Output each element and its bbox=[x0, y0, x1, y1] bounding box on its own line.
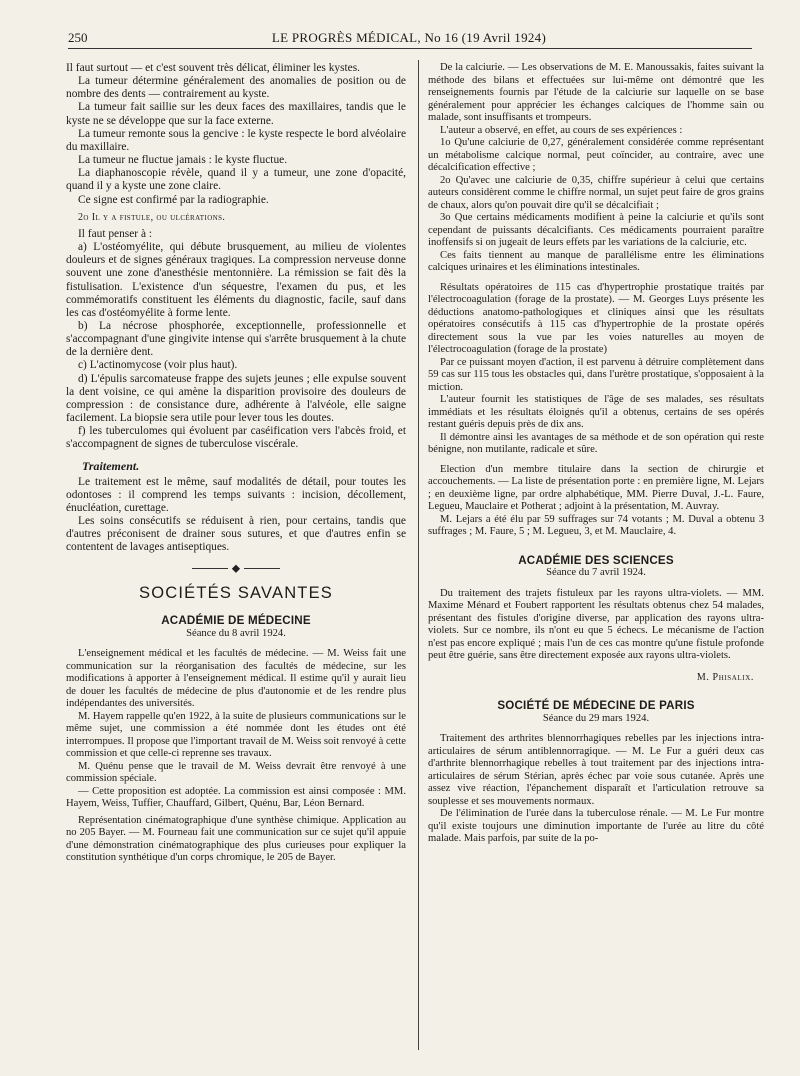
section-title: ACADÉMIE DES SCIENCES bbox=[518, 553, 674, 567]
paragraph: Résultats opératoires de 115 cas d'hypertrophie prostatique traités par l'électrocoagulation (forage de la prostate). — M. Georges Luys présente les déductions anatomo-pathologiques et cliniques ainsi que les résultats opératoires consécutifs à 115 cas d'hypertrophie de la prostate opérés directement sous la vue par les voies naturelles au moyen de l'électrocoagulation (forage de la prostate) bbox=[428, 281, 764, 355]
list-item: b) La nécrose phosphorée, exceptionnelle, professionnelle et s'accompagnant d'une gingivite intense qui s'arrête brusquement à la chute de la dernière dent. bbox=[66, 319, 406, 359]
list-item: c) L'actinomycose (voir plus haut). bbox=[78, 359, 238, 372]
section-date: Séance du 8 avril 1924. bbox=[186, 628, 286, 640]
paragraph: Par ce puissant moyen d'action, il est parvenu à détruire complètement dans 59 cas sur 115 tous les obstacles qui, dans l'urètre prostatique, s'opposaient à la miction. bbox=[428, 356, 764, 393]
paragraph: — Cette proposition est adoptée. La commission est ainsi composée : MM. Hayem, Weiss, Tuffier, Chauffard, Gilbert, Quénu, Bar, Léon Bernard. bbox=[66, 785, 406, 810]
header-rule bbox=[68, 48, 752, 49]
paragraph: La tumeur détermine généralement des anomalies de position ou de nombre des dents — contrairement au kyste. bbox=[66, 75, 406, 101]
paragraph: De la calciurie. — Les observations de M. E. Manoussakis, faites suivant la méthode des bilans et effectuées sur lui-même ont démontré que les renseignements fournis par l'étude de la calciurie sur laquelle on se base généralement pour apprécier les échanges calciques de l'homme sain ou malade, sont insuffisants et trompeurs. bbox=[428, 62, 764, 123]
paragraph: L'auteur a observé, en effet, au cours de ses expériences : bbox=[440, 124, 683, 136]
signature: M. Phisalix. bbox=[696, 671, 754, 683]
societes-heading: SOCIÉTÉS SAVANTES bbox=[139, 583, 333, 602]
paragraph: La tumeur remonte sous la gencive : le kyste respecte le bord alvéolaire du maxillaire. bbox=[66, 127, 406, 153]
paragraph: L'enseignement médical et les facultés de médecine. — M. Weiss fait une communication sur la réorganisation des facultés de médecine, sur les modifications à apporter à l'enseignement médical. Il estime qu'il y aurait lieu de douer les facultés de médecine de plus d'autonomie et de les rendre plus indépendantes des universités. bbox=[66, 648, 406, 710]
paragraph: De l'élimination de l'urée dans la tuberculose rénale. — M. Le Fur montre qu'il existe toujours une diminution importante de l'urée au litre du côté malade. Mais parfois, par suite de la po- bbox=[428, 808, 764, 844]
paragraph: 3o Que certains médicaments modifient à peine la calciurie et qu'ils sont cependant de puissants décalcifiants. Ces médicaments pourraient paraître inoffensifs si on jugeait de leurs effets par les variations de la calciurie, etc. bbox=[428, 212, 764, 248]
paragraph: Traitement des arthrites blennorrhagiques rebelles par les injections intra-articulaires de sérum antiblennorragique. — M. Le Fur a guéri deux cas d'arthrite blennorrhagique rebelles à tout traitement par des injections intra-articulaires de sérum Stérian, après échec par voie sous cutanée. Après une assez vive réaction, l'épanchement disparaît et l'articulation retrouve sa souplesse et ses mouvements normaux. bbox=[428, 733, 764, 807]
paragraph: Représentation cinématographique d'une synthèse chimique. Application au no 205 Bayer. — M. Fourneau fait une communication sur ce sujet qu'il appuie d'une démonstration cinématographique des plus curieuses pour expliquer la constitution synthétique d'un corps chromique, le 205 de Bayer. bbox=[66, 814, 406, 864]
paragraph: L'auteur fournit les statistiques de l'âge de ses malades, ses résultats immédiats et les résultats éloignés qu'il a obtenus, certains de ses opérés restant guéris depuis près de dix ans. bbox=[428, 394, 764, 430]
paragraph: M. Hayem rappelle qu'en 1922, à la suite de plusieurs communications sur le même sujet, une commission a été nommée dont les études ont été interrompues. Il propose que l'important travail de M. Weiss soit renvoyé à cette commission et que celle-ci reprenne ses travaux. bbox=[66, 710, 406, 760]
paragraph: 1o Qu'une calciurie de 0,27, généralement considérée comme représentant un métabolisme calcique normal, peut coïncider, au contraire, avec une décalcification effective ; bbox=[428, 137, 764, 173]
column-divider bbox=[418, 60, 419, 1050]
page-header bbox=[68, 30, 750, 50]
right-column bbox=[428, 62, 764, 846]
paragraph: M. Lejars a été élu par 59 suffrages sur 74 votants ; M. Duval a obtenu 3 suffrages ; M. Faure, 5 ; M. Legueu, 3, et M. Mauclaire, 4. bbox=[428, 513, 764, 537]
ornament-divider: ⬥ bbox=[66, 562, 406, 575]
paragraph: M. Quénu pense que le travail de M. Weiss devrait être renvoyé à une commission spéciale. bbox=[66, 760, 406, 785]
list-item: d) L'épulis sarcomateuse frappe des sujets jeunes ; elle expulse souvent la dent voisine, ce qui amène la disparition provisoire des douleurs de compression : de consistance dure, adhérente à l'alvéole, elle saigne facilement. La biopsie sera utile pour lever tous les doutes. bbox=[66, 372, 406, 425]
paragraph: Le traitement est le même, sauf modalités de détail, pour toutes les odontoses : il comprend les temps suivants : incision, décollement, énucléation, curettage. bbox=[66, 475, 406, 514]
section-date: Séance du 7 avril 1924. bbox=[546, 567, 646, 578]
paragraph: Ces faits tiennent au manque de parallélisme entre les éliminations calciques urinaires et les éliminations intestinales. bbox=[428, 249, 764, 273]
paragraph: Il faut surtout — et c'est souvent très délicat, éliminer les kystes. bbox=[66, 62, 361, 74]
paragraph: Ce signe est confirmé par la radiographie. bbox=[78, 193, 269, 206]
left-column bbox=[66, 62, 406, 865]
paragraph: Les soins consécutifs se réduisent à rien, pour certains, tandis que d'autres préconisent de drainer sous sutures, et que d'autres enfin se contentent de lavages antiseptiques. bbox=[66, 515, 406, 554]
fistule-heading: 2o Il y a fistule, ou ulcérations. bbox=[78, 211, 226, 223]
page-number: 250 bbox=[68, 30, 88, 45]
section-date: Séance du 29 mars 1924. bbox=[542, 712, 650, 724]
paragraph: Il faut penser à : bbox=[78, 227, 153, 240]
paragraph: La diaphanoscopie révèle, quand il y a tumeur, une zone d'opacité, quand il y a kyste une zone claire. bbox=[66, 167, 406, 193]
traitement-heading: Traitement. bbox=[82, 458, 140, 473]
paragraph: La tumeur fait saillie sur les deux faces des maxillaires, tandis que le kyste ne se développe que sur la face externe. bbox=[66, 101, 406, 127]
paragraph: Il démontre ainsi les avantages de sa méthode et de son opération qui reste bénigne, non mutilante, radicale et sûre. bbox=[428, 431, 764, 455]
paragraph: 2o Qu'avec une calciurie de 0,35, chiffre supérieur à celui que certains auteurs considèrent comme le chiffre normal, un sujet peut faire de gros grains de chaux, alors qu'on pouvait dire qu'il se décalcifiait ; bbox=[428, 174, 764, 211]
list-item: a) L'ostéomyélite, qui débute brusquement, au milieu de violentes douleurs et de signes généraux tragiques. La compression nerveuse donne souvent une zone d'anesthésie mentonnière. La rémission se fait dès la fistulisation. L'existence d'un séquestre, l'examen du pus, et les commémoratifs constituent les éléments du diagnostic, facile, sauf dans les cas d'ostéomyélite à forme lente. bbox=[66, 241, 406, 319]
section-title: ACADÉMIE DE MÉDECINE bbox=[161, 613, 311, 627]
paragraph: Du traitement des trajets fistuleux par les rayons ultra-violets. — MM. Maxime Ménard et Foubert rapportent les résultats obtenus chez 54 malades, présentant des fistules d'origine diverse, par application des rayons ultra-violets. Sur ce nombre, ils n'ont eu que 5 échecs. Le mécanisme de l'action n'est pas encore expliqué ; mais l'un de ces cas montre qu'une fistule profonde peut être guérie, sans être directement exposée aux rayons ultra-violets. bbox=[428, 587, 764, 661]
journal-title: LE PROGRÈS MÉDICAL, No 16 (19 Avril 1924) bbox=[271, 30, 547, 45]
list-item: f) les tuberculomes qui évoluent par caséification vers l'abcès froid, et s'accompagnent de signes de tuberculose viscérale. bbox=[66, 425, 406, 451]
paragraph: Election d'un membre titulaire dans la section de chirurgie et accouchements. — La liste de présentation porte : en première ligne, M. Lejars ; en deuxième ligne, par ordre alphabétique, MM. Pierre Duval, J.-L. Faure, Legueu, Mauclaire et Potherat ; adjoint à la présentation, M. Auvray. bbox=[428, 463, 764, 512]
section-title: SOCIÉTÉ DE MÉDECINE DE PARIS bbox=[497, 699, 695, 712]
paragraph: La tumeur ne fluctue jamais : le kyste fluctue. bbox=[78, 154, 288, 167]
